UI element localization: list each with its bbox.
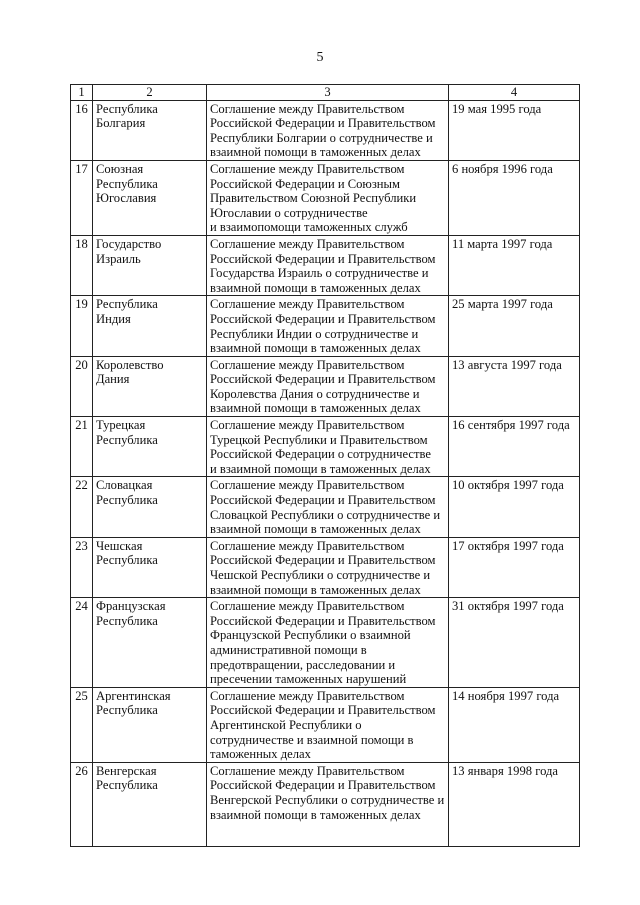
country-line: Республика [96,493,158,508]
row-number: 24 [71,598,93,688]
table-row [71,537,580,597]
agreement-line: Венгерской Республики о сотрудничестве и [210,792,445,807]
table-row [71,296,580,356]
agreement-line: Аргентинской Республики о [210,717,362,732]
country-line: Королевство [96,357,164,372]
agreement-line: взаимной помощи в таможенных делах [210,280,421,295]
country-line: Республика [96,432,158,447]
date-cell: 16 сентября 1997 года [449,417,580,477]
agreement-line: Российской Федерации и Правительством [210,493,436,508]
agreement-line: взаимной помощи в таможенных делах [210,401,421,416]
column-header: 2 [93,85,207,101]
agreement-cell [207,537,449,597]
agreement-line: предотвращении, расследовании и [210,657,396,672]
country-line: Израиль [96,251,141,266]
country-line: Республика [96,703,158,718]
agreement-cell [207,598,449,688]
agreement-line: взаимной помощи в таможенных делах [210,522,421,537]
agreement-cell [207,100,449,160]
date-cell: 17 октября 1997 года [449,537,580,597]
table-row [71,477,580,537]
row-number: 18 [71,235,93,295]
agreement-line: Словацкой Республики о сотрудничестве и [210,507,441,522]
agreement-line: Соглашение между Правительством [210,478,405,493]
country-line: Чешская [96,538,143,553]
agreement-line: Соглашение между Правительством [210,101,405,116]
row-number: 19 [71,296,93,356]
agreement-line: Российской Федерации и Союзным [210,176,400,191]
country-cell [93,477,207,537]
table-header-row [71,85,580,101]
row-number: 16 [71,100,93,160]
agreement-line: сотрудничестве и взаимной помощи в [210,732,414,747]
agreement-line: Республики Индии о сотрудничестве и [210,326,419,341]
table-row [71,356,580,416]
table-row [71,598,580,688]
country-cell [93,356,207,416]
country-cell [93,160,207,235]
agreement-line: Соглашение между Правительством [210,236,405,251]
agreement-line: Государства Израиль о сотрудничестве и [210,266,429,281]
agreement-line: Российской Федерации и Правительством [210,116,436,131]
country-line: Республика [96,553,158,568]
country-line: Республика [96,613,158,628]
agreement-line: Королевства Дания о сотрудничестве и [210,386,420,401]
column-header: 3 [207,85,449,101]
country-line: Республика [96,176,158,191]
agreement-line: Республики Болгарии о сотрудничестве и [210,130,433,145]
country-line: Болгария [96,116,146,131]
agreement-line: Российской Федерации и Правительством [210,613,436,628]
agreement-line: Соглашение между Правительством [210,538,405,553]
agreement-line: Югославии о сотрудничестве [210,205,368,220]
table-row [71,417,580,477]
country-cell [93,598,207,688]
agreement-cell [207,417,449,477]
row-number: 22 [71,477,93,537]
date-cell: 25 марта 1997 года [449,296,580,356]
agreement-line: взаимной помощи в таможенных делах [210,145,421,160]
country-line: Республика [96,101,158,116]
column-header: 1 [71,85,93,101]
date-cell: 19 мая 1995 года [449,100,580,160]
agreement-line: Российской Федерации и Правительством [210,703,436,718]
table-row [71,100,580,160]
agreement-line: и взаимной помощи в таможенных делах [210,461,431,476]
row-number: 25 [71,687,93,762]
agreement-line: Правительством Союзной Республики [210,191,417,206]
date-cell: 13 января 1998 года [449,762,580,846]
agreement-line: Французской Республики о взаимной [210,628,411,643]
agreement-line: Соглашение между Правительством [210,763,405,778]
agreement-line: Российской Федерации и Правительством [210,778,436,793]
country-line: Турецкая [96,418,146,433]
row-number: 17 [71,160,93,235]
row-number: 20 [71,356,93,416]
agreement-line: административной помощи в [210,642,367,657]
agreement-line: Соглашение между Правительством [210,161,405,176]
country-cell [93,296,207,356]
agreement-line: Чешской Республики о сотрудничестве и [210,568,431,582]
country-line: Венгерская [96,763,157,778]
agreement-line: Соглашение между Правительством [210,599,405,614]
agreement-cell [207,687,449,762]
page-number: 5 [316,50,324,65]
country-line: Республика [96,778,158,793]
agreements-table [70,84,580,847]
agreement-line: взаимной помощи в таможенных делах [210,582,421,597]
agreement-line: Российской Федерации и Правительством [210,553,436,568]
agreement-line: Соглашение между Правительством [210,688,405,703]
date-cell: 14 ноября 1997 года [449,687,580,762]
agreement-line: Российской Федерации и Правительством [210,372,436,387]
agreement-line: и взаимопомощи таможенных служб [210,220,408,235]
agreement-line: Российской Федерации и Правительством [210,251,436,266]
table-row [71,235,580,295]
agreement-line: Соглашение между Правительством [210,297,405,312]
table-row [71,762,580,846]
country-cell [93,235,207,295]
table-row [71,687,580,762]
date-cell: 13 августа 1997 года [449,356,580,416]
agreement-cell [207,477,449,537]
agreement-line: пресечении таможенных нарушений [210,672,407,687]
row-number: 23 [71,537,93,597]
country-cell [93,537,207,597]
table-row [71,160,580,235]
date-cell: 31 октября 1997 года [449,598,580,688]
agreement-line: взаимной помощи в таможенных делах [210,807,421,822]
country-line: Индия [96,311,131,326]
agreement-line: Российской Федерации о сотрудничестве [210,447,431,462]
country-line: Словацкая [96,478,153,493]
country-line: Государство [96,236,162,251]
country-line: Дания [96,372,130,387]
agreement-line: Соглашение между Правительством [210,418,405,433]
country-line: Югославия [96,191,157,206]
date-cell: 11 марта 1997 года [449,235,580,295]
agreement-line: взаимной помощи в таможенных делах [210,341,421,356]
country-line: Аргентинская [96,688,171,703]
row-number: 21 [71,417,93,477]
agreement-line: Турецкой Республики и Правительством [210,432,428,447]
agreement-cell [207,160,449,235]
country-line: Республика [96,297,158,312]
agreement-cell [207,296,449,356]
country-cell [93,687,207,762]
row-number: 26 [71,762,93,846]
agreement-line: Соглашение между Правительством [210,357,405,372]
agreement-cell [207,235,449,295]
date-cell: 10 октября 1997 года [449,477,580,537]
agreement-line: таможенных делах [210,747,311,762]
country-cell [93,100,207,160]
agreement-cell [207,356,449,416]
column-header: 4 [449,85,580,101]
country-line: Французская [96,599,166,614]
agreement-cell [207,762,449,846]
date-cell: 6 ноября 1996 года [449,160,580,235]
country-line: Союзная [96,161,144,176]
agreement-line: Российской Федерации и Правительством [210,311,436,326]
country-cell [93,762,207,846]
country-cell [93,417,207,477]
